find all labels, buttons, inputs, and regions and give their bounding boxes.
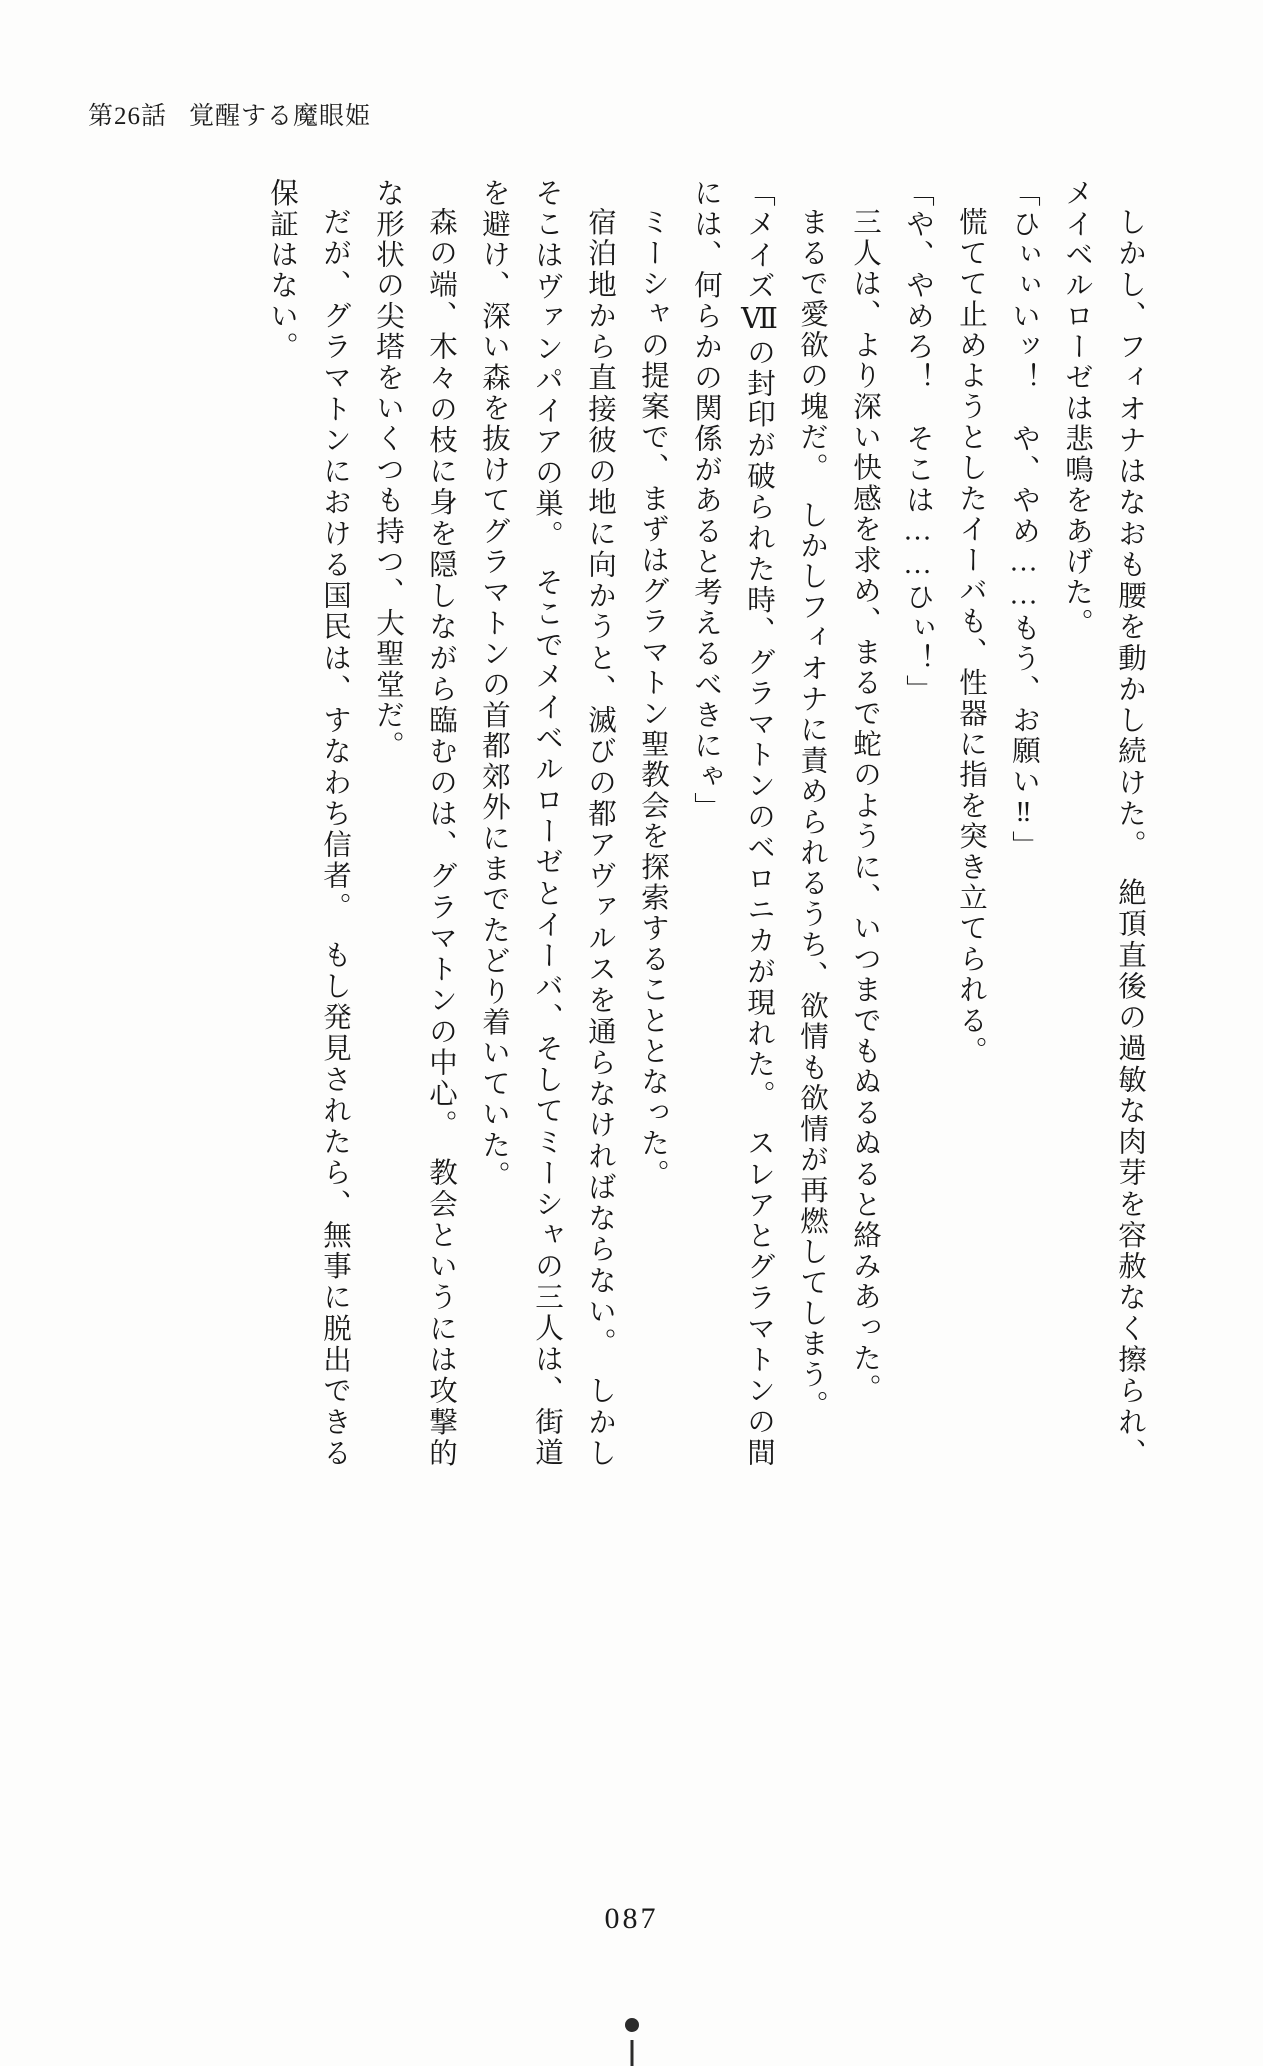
paragraph: 森の端、木々の枝に身を隠しながら臨むのは、グラマトンの中心。 教会というには攻撃的な形状の尖塔をいくつも持つ、大聖堂だ。 xyxy=(372,178,456,1468)
paragraph: 「や、やめろ！ そこは……ひぃ！」 xyxy=(902,178,933,705)
binding-dot-decoration xyxy=(625,2018,639,2032)
paragraph: 慌てて止めようとしたイーバも、性器に指を突き立てられる。 xyxy=(955,206,986,1067)
paragraph-with-ruby xyxy=(467,178,626,1468)
paragraph: 「メイズⅦの封印が破られた時、グラマトンのベロニカが現れた。 スレアとグラマトンの間には、何らかの関係があると考えるべきにゃ」 xyxy=(690,178,774,1468)
page-number: 087 xyxy=(604,1902,659,1935)
paragraph: 「ひぃぃいッ！ や、やめ……もう、お願い‼」 xyxy=(1008,178,1039,861)
chapter-title: 覚醒する魔眼姫 xyxy=(189,103,372,130)
paragraph: しかし、フィオナはなおも腰を動かし続けた。 絶頂直後の過敏な肉芽を容赦なく擦られ、メイベルローゼは悲鳴をあげた。 xyxy=(1061,178,1145,1468)
chapter-number: 第26話 xyxy=(88,103,168,130)
paragraph: ミーシャの提案で、まずはグラマトン聖教会を探索することとなった。 xyxy=(637,206,668,1189)
paragraph: まるで愛欲の塊だ。 しかしフィオナに責められるうち、欲情も欲情が再燃してしまう。 xyxy=(796,206,827,1421)
running-header xyxy=(88,96,371,132)
paragraph: 三人は、より深い快感を求め、まるで蛇のように、いつまでもぬるぬると絡みあった。 xyxy=(849,206,880,1404)
body-text-area xyxy=(96,178,1156,1478)
vertical-text-block xyxy=(96,178,1156,1468)
paragraph-text: 宿泊地から直接彼の地に向かうと、滅びの都アヴァルスを通らなければならない。 しかしそこはヴァンパイアの巣。 そこでメイベルローゼとイーバ、そしてミーシャの三人は、街道を避け、深い森を抜けてグラマトンの首都郊外にまでたどり着いていた。 xyxy=(478,178,615,1468)
binding-line-decoration xyxy=(630,2040,633,2066)
paragraph: だが、グラマトンにおける国民は、すなわち信者。 もし発見されたら、無事に脱出できる保証はない。 xyxy=(266,178,350,1468)
